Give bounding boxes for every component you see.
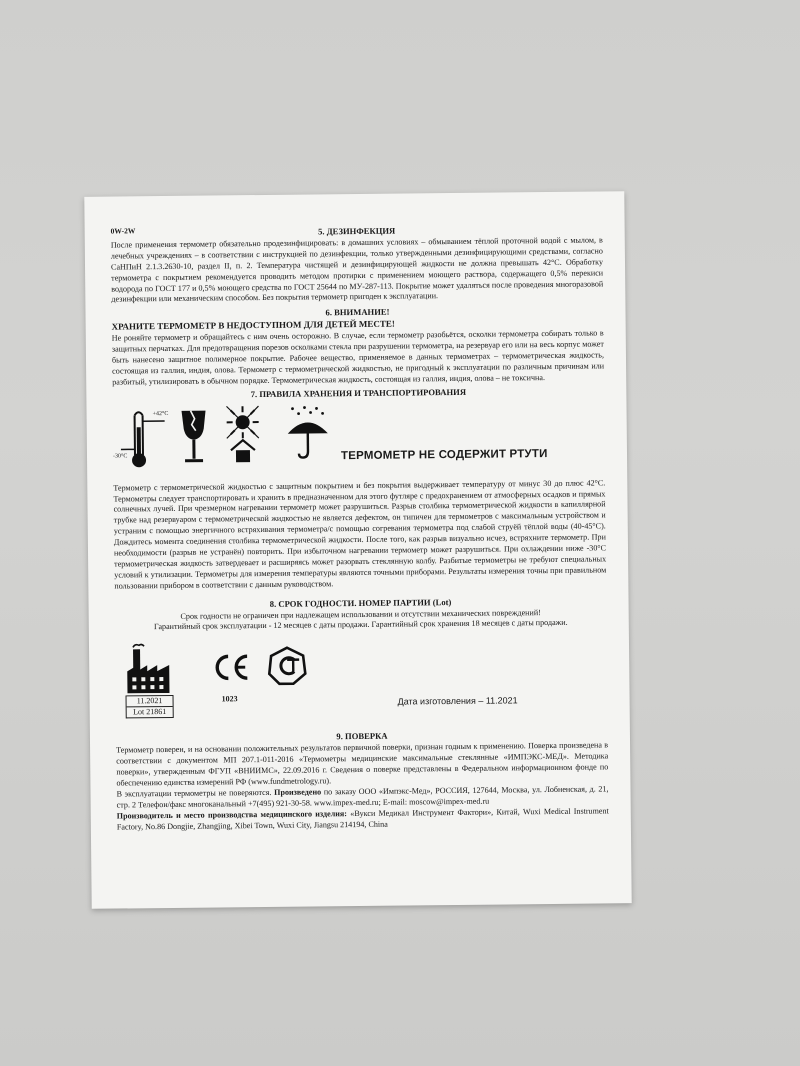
no-mercury-notice: ТЕРМОМЕТР НЕ СОДЕРЖИТ РТУТИ	[340, 447, 548, 462]
keep-away-from-sunlight-icon	[220, 404, 265, 468]
section8-title: 8. СРОК ГОДНОСТИ. НОМЕР ПАРТИИ (Lot)	[269, 596, 452, 609]
importer-label: Произведено	[274, 787, 322, 797]
manufacture-date-label: Дата изготовления – 11.2021	[397, 695, 518, 707]
section7-text: Термометр с термометрической жидкостью с защитным покрытием и без покрытия выдерживает температуру от минус 30 до плюс 42°С. Термометры следует транспортировать и хранить в предназначенном для этого футляре с предохранением от атмосферных осадков и прямых солнечных лучей. При чрезмерном нагревании термометр может разрушиться. Разрыв столбика термометрической жидкости в капиллярной трубке над резервуаром с термометрической жидкостью не является дефектом, он типичен для термометров с максимальным устройством и устраним с помощью энергичного встряхивания термометра/с помощью согревания термометра под слабой струёй тёплой воды (40-45°С). Дождитесь момента соединения столбика термометрической жидкости. После того, как разрыв визуально исчез, встряхните термометр. При необходимости (разрыв не устранён) повторить. При избыточном нагревании термометр может разрушиться. При охлаждении ниже -30°С термометрическая жидкость затвердевает и расширяясь может разорвать стеклянную колбу. Разбитые термометры не требуют специальных условий к утилизации. Термометры для измерения температуры являются точными приборами. Результаты измерения точны при правильном пользовании прибором в соответствии с данным руководством.	[113, 478, 607, 591]
gost-certification-icon	[267, 646, 307, 690]
section6-title: 6. ВНИМАНИЕ!	[325, 307, 390, 318]
section6-text: Не роняйте термометр и обращайтесь с ним очень осторожно. В случае, если термометр разобьётся, осколки термометра собирать только в защитных перчатках. Для предотвращения порезов осколками стекла при разрушении термометра, на резервуар его или на весь корпус может быть нанесено защитное полимерное покрытие. Рабочее вещество, применяемое в данных термометрах – термометрическая жидкость, состоящая из галлия, индия, олова. Термометр с термометрической жидкостью, не пригодный к эксплуатации по различным причинам или разбитый, утилизировать в обычном порядке. Термометрическая жидкость, состоящая из галлия, индия, олова – не токсична.	[111, 328, 605, 387]
temp-high-label: +42°С	[152, 410, 169, 417]
storage-icons-row	[112, 400, 605, 477]
ce-mark-icon	[211, 653, 251, 687]
batch-info-box	[126, 695, 174, 719]
manufacturer-factory-icon	[125, 641, 172, 697]
importer-prefix: В эксплуатации термометры не поверяются.	[116, 787, 272, 799]
temp-low-label: -30°С	[112, 453, 128, 460]
importer-text: по заказу ООО «Импэкс-Мед», РОССИЯ, 127644, Москва, ул. Лобненская, д. 21, стр. 2 Телефон/факс многоканальный +7(495) 921-30-58. www.impex-med.ru; E-mail: moscow@impex-med.ru	[116, 784, 609, 810]
section9-text: Термометр поверен, и на основании положительных результатов первичной поверки, признан годным к применению. Поверка произведена в соответствии с документом МП 207.1-011-2016 «Термометры медицинские максимальные стеклянные «ИМПЭКС-МЕД». Методика поверки», утвержденным ФГУП «ВНИИМС», 22.09.2016 г. Сведения о поверке представлены в Федеральном информационном фонде по обеспечению единства измерений РФ (www.fundmetrology.ru).	[116, 740, 609, 788]
notified-body-number: 1023	[221, 694, 238, 704]
section5-title: 5. ДЕЗИНФЕКЦИЯ	[318, 225, 396, 237]
producer-info	[117, 806, 609, 833]
certification-marks	[115, 637, 608, 732]
section5-text: После применения термометр обязательно продезинфицировать: в домашних условиях – обмыванием тёплой проточной водой с мылом, в лечебных учреждениях – в соответствии с инструкцией по дезинфекции, только утвержденными дезинфицирующими средствами, согласно СаНПиН 2.1.3.2630-10, раздел II, п. 2. Температура чистящей и дезинфицирующей жидкости не должна превышать 42°С. Обработку термометра с покрытием рекомендуется проводить методом протирки с применением моющего раствора, содержащего 0,5% перекиси водорода по ГОСТ 177 и 0,5% моющего средства по ГОСТ 25644 по МУ-287-113. Покрытие может удаляться после проведения многоразовой дезинфекции или механическим способом. Без покрытия термометр пригоден к эксплуатации.	[110, 235, 604, 305]
sheet-content	[111, 221, 609, 833]
producer-text: «Вукси Медикал Инструмент Фактори», Китай, Wuxi Medical Instrument Factory, No.86 Dongjie, Zhangjing, Xibei Town, Wuxi City, Jiangsu 214194, China	[116, 806, 609, 832]
manufacture-date-cell: 11.2021	[136, 696, 163, 706]
section7-title: 7. ПРАВИЛА ХРАНЕНИЯ И ТРАНСПОРТИРОВАНИЯ	[250, 386, 467, 399]
section9-title: 9. ПОВЕРКА	[336, 731, 388, 742]
product-code: 0W-2W	[110, 226, 136, 236]
producer-label: Производитель и место производства медицинского изделия:	[116, 808, 348, 821]
warranty-line: Гарантийный срок эксплуатации - 12 месяцев с даты продажи. Гарантийный срок хранения 18 месяцев с даты продажи.	[153, 618, 568, 632]
temperature-limits-icon	[112, 405, 175, 476]
keep-dry-icon	[284, 405, 331, 465]
shelf-life-line: Срок годности не ограничен при надлежащем использовании и отсутствии механических повреждений!	[180, 607, 541, 621]
fragile-icon	[179, 408, 210, 468]
lot-number-cell: Lot 21861	[127, 706, 173, 717]
instruction-sheet	[84, 191, 631, 909]
section6-warning: ХРАНИТЕ ТЕРМОМЕТР В НЕДОСТУПНОМ ДЛЯ ДЕТЕЙ МЕСТЕ!	[111, 318, 395, 332]
